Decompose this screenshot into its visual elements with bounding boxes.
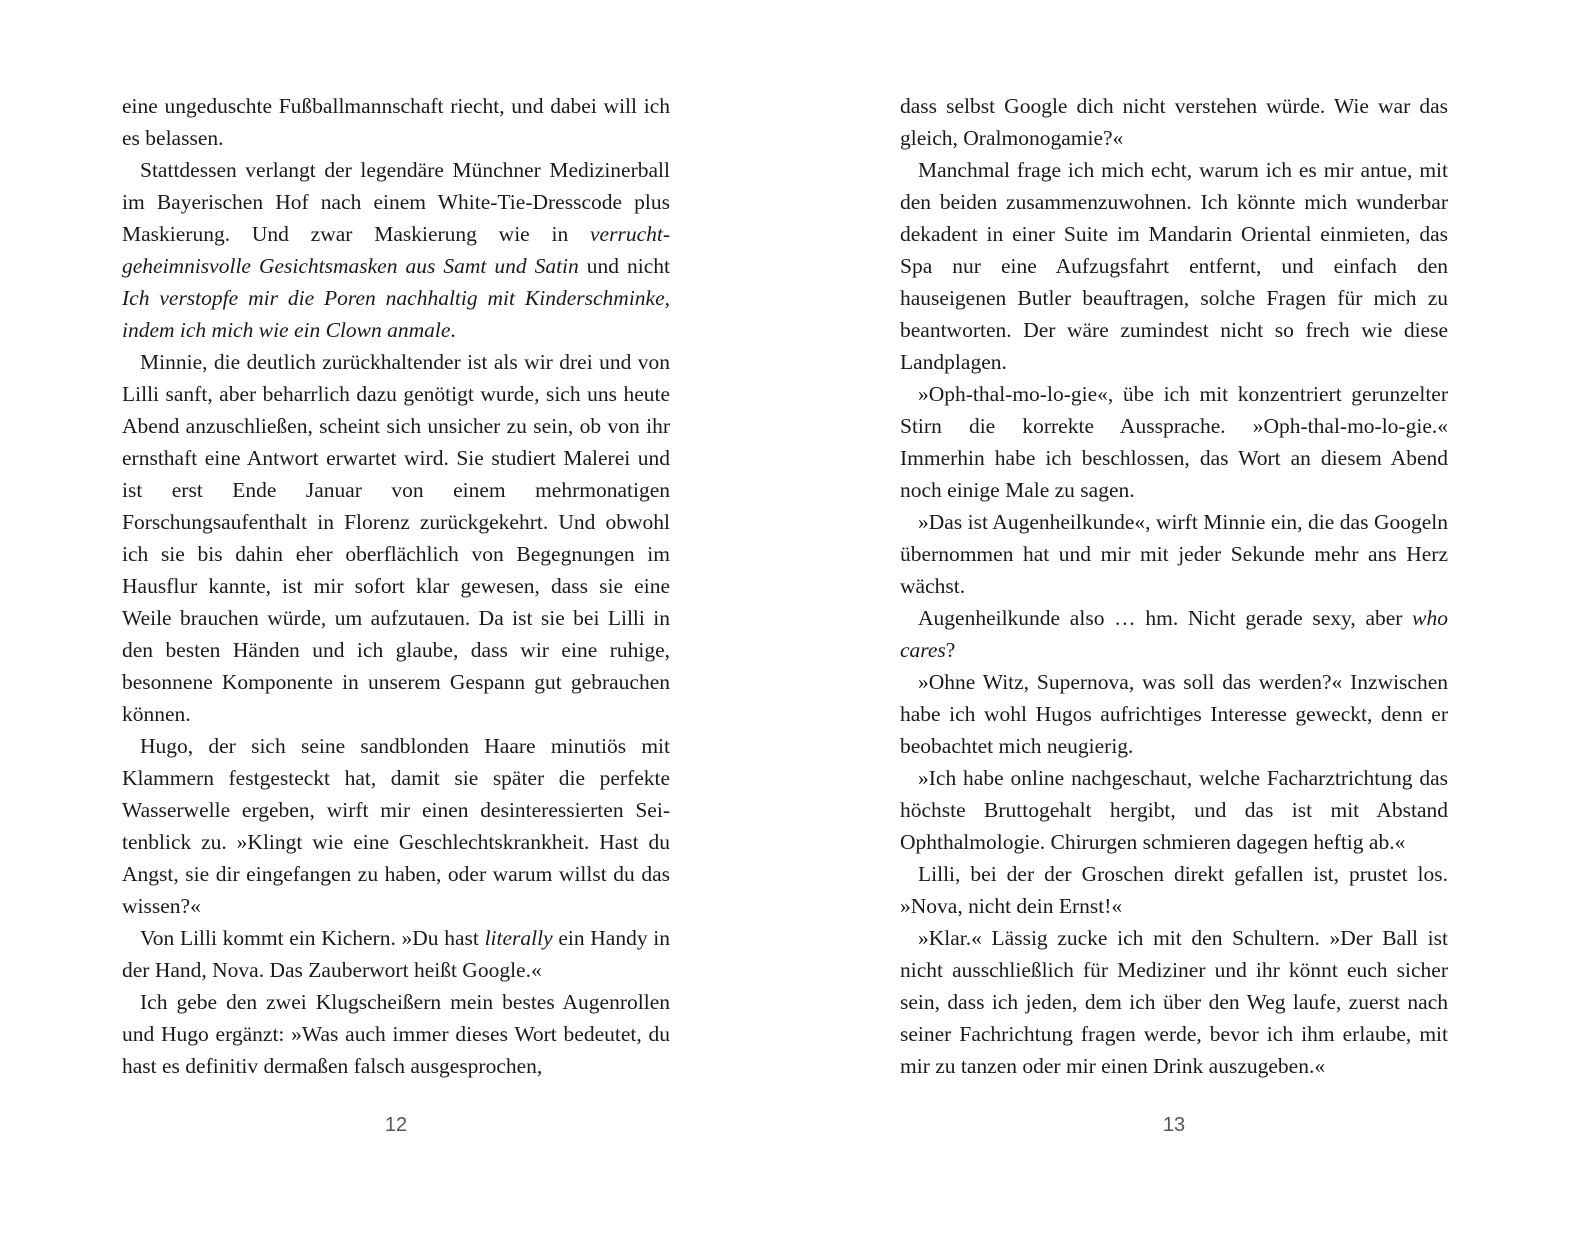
paragraph <box>122 922 670 986</box>
text-run: eine ungeduschte Fußballmannschaft riecht, und dabei will ich es belassen. <box>122 94 670 150</box>
right-page-text <box>900 90 1448 1082</box>
text-run: »Ohne Witz, Supernova, was soll das werden?« Inzwischen habe ich wohl Hugos aufrichtiges Interesse geweckt, denn er beobachtet mich neugierig. <box>900 670 1448 758</box>
text-run: »Das ist Augenheilkunde«, wirft Minnie ein, die das Googeln übernommen hat und mir mit jeder Sekunde mehr ans Herz wächst. <box>900 510 1448 598</box>
paragraph <box>122 986 670 1082</box>
italic-text-run: literally <box>484 926 553 950</box>
paragraph <box>122 90 670 154</box>
paragraph <box>122 730 670 922</box>
italic-text-run: Ich verstopfe mir die Poren nachhaltig mit Kinderschminke, indem ich mich wie ein Clown anmale <box>122 286 670 342</box>
text-run: und nicht <box>578 254 670 278</box>
paragraph <box>900 154 1448 378</box>
paragraph <box>900 762 1448 858</box>
text-run: . <box>450 318 456 342</box>
page-number-right: 13 <box>1162 1114 1186 1136</box>
text-run: ein Handy in der Hand, Nova. Das Zauberwort heißt Google.« <box>122 926 671 982</box>
left-page-text <box>122 90 670 1082</box>
text-run: »Ich habe online nachgeschaut, welche Facharztrichtung das höchste Bruttogehalt hergibt, und das ist mit Abstand Ophthalmologie. Chirurgen schmieren dagegen heftig ab.« <box>900 766 1448 854</box>
page-number-left: 12 <box>384 1114 408 1136</box>
text-run: Ich gebe den zwei Klugscheißern mein bestes Augenrollen und Hugo ergänzt: »Was auch immer dieses Wort bedeutet, du hast es definitiv dermaßen falsch ausgesprochen, <box>122 990 670 1078</box>
paragraph <box>122 154 670 346</box>
text-run: Augenheilkunde also … hm. Nicht gerade sexy, aber <box>918 606 1413 630</box>
text-run: Stattdessen verlangt der legendäre Münchner Medizinerball im Bayerischen Hof nach einem White-Tie-Dresscode plus Maskierung. Und zwar Maskierung wie in <box>122 158 670 246</box>
paragraph <box>900 666 1448 762</box>
paragraph <box>900 506 1448 602</box>
paragraph <box>900 378 1448 506</box>
text-run: Lilli, bei der der Groschen direkt gefallen ist, prustet los. »Nova, nicht dein Ernst!« <box>900 862 1448 918</box>
text-run: ? <box>945 638 956 662</box>
paragraph <box>900 602 1448 666</box>
text-run: Minnie, die deutlich zurückhaltender ist als wir drei und von Lilli sanft, aber beharrlich dazu genötigt wurde, sich uns heute Abend anzuschließen, scheint sich unsicher zu sein, ob von ihr ernsthaft eine Antwort erwartet wird. Sie studiert Malerei und ist erst Ende Januar von einem mehrmonatigen Forschungsaufenthalt in Florenz zurückgekehrt. Und obwohl ich sie bis dahin eher oberflächlich von Begegnungen im Hausflur kannte, ist mir sofort klar gewesen, dass sie eine Weile brauchen würde, um aufzutauen. Da ist sie bei Lilli in den besten Händen und ich glaube, dass wir eine ruhige, besonnene Komponente in unserem Gespann gut gebrauchen können. <box>122 350 670 726</box>
text-run: »Klar.« Lässig zucke ich mit den Schultern. »Der Ball ist nicht ausschließlich für Mediziner und ihr könnt euch sicher sein, dass ich jeden, dem ich über den Weg laufe, zuerst nach seiner Fachrichtung fragen werde, bevor ich ihm erlaube, mit mir zu tanzen oder mir einen Drink auszugeben.« <box>900 926 1448 1078</box>
paragraph <box>122 346 670 730</box>
italic-text-run: verrucht-geheimnisvolle Gesichtsmasken aus Samt und Satin <box>122 222 670 278</box>
text-run: Hugo, der sich seine sandblonden Haare minutiös mit Klammern festgesteckt hat, damit sie später die perfekte Wasserwelle ergeben, wirft mir einen desinteressierten Seitenblick zu. »Klingt wie eine Geschlechtskrankheit. Hast du Angst, sie dir eingefangen zu haben, oder warum willst du das wissen?« <box>122 734 670 918</box>
paragraph <box>900 858 1448 922</box>
text-run: dass selbst Google dich nicht verstehen würde. Wie war das gleich, Oralmonogamie?« <box>900 94 1448 150</box>
italic-text-run: who cares <box>900 606 1448 662</box>
text-run: »Oph-thal-mo-lo-gie«, übe ich mit konzentriert gerunzelter Stirn die korrekte Aussprache. »Oph-thal-mo-lo-gie.« Immerhin habe ich beschlossen, das Wort an diesem Abend noch einige Male zu sagen. <box>900 382 1448 502</box>
paragraph <box>900 922 1448 1082</box>
text-run: Manchmal frage ich mich echt, warum ich es mir antue, mit den beiden zusammenzuwohnen. Ich könnte mich wunderbar dekadent in einer Suite im Mandarin Oriental einmieten, das Spa nur eine Aufzugsfahrt entfernt, und einfach den hauseigenen Butler beauftragen, solche Fragen für mich zu beantworten. Der wäre zumindest nicht so frech wie diese Landplagen. <box>900 158 1448 374</box>
text-run: Von Lilli kommt ein Kichern. »Du hast <box>140 926 485 950</box>
paragraph <box>900 90 1448 154</box>
